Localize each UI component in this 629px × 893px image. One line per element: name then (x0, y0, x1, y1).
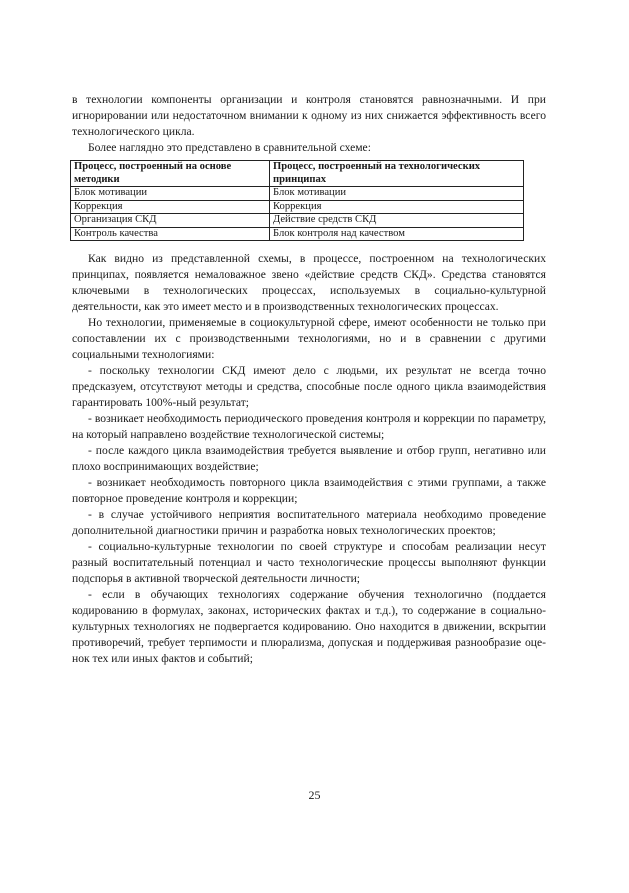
table-cell: Действие средств СКД (270, 214, 524, 228)
list-item: - социально-культурные технологии по своей структуре и способам реализации несут разный воспитательный потенциал и часто технологические процессы выполняют функции подспорья в активной творческой деятельности личности; (72, 540, 546, 585)
body-paragraph: Но технологии, применяемые в социокультурной сфере, имеют особенности не только при сопоставлении их с производственными технологиями, но и в сравнении с другими социальными технологиями: (72, 316, 546, 361)
list-item: - после каждого цикла взаимодействия требуется выявление и отбор групп, негативно или плохо воспринимающих воздействие; (72, 444, 546, 473)
table-header-cell: Процесс, построенный на основе методики (71, 161, 270, 187)
table-cell: Коррекция (71, 200, 270, 214)
comparison-table (70, 160, 524, 241)
table-cell: Блок мотивации (270, 187, 524, 201)
intro-paragraph-1: в технологии компоненты организации и контроля становятся равнозначными. И при игнорировании или недостаточном внимании к одному из них снижается эффективность всего технологического цикла. (72, 93, 546, 138)
table-header-row (71, 161, 524, 187)
table-row (71, 187, 524, 201)
table-row (71, 214, 524, 228)
table-header-cell: Процесс, построенный на технологических принципах (270, 161, 524, 187)
table-cell: Блок контроля над качеством (270, 227, 524, 241)
list-item: - в случае устойчивого неприятия воспитательного материала необходимо проведение дополнительной диагностики причин и разработка новых технологических проектов; (72, 508, 546, 537)
page-number: 25 (308, 788, 321, 802)
intro-paragraph-2: Более наглядно это представлено в сравнительной схеме: (88, 141, 371, 154)
list-item: - возникает необходимость периодического проведения контроля и коррекции по параметру, на который направлено воздействие технологической системы; (72, 412, 546, 441)
list-item: - поскольку технологии СКД имеют дело с людьми, их результат не всегда точно предсказуем, отсутствуют методы и средства, способные после одного цикла взаимодействия гарантировать 100%-ный результат; (72, 364, 546, 409)
page-content (72, 92, 546, 667)
body-paragraph: Как видно из представленной схемы, в процессе, построенном на технологических принципах, появляется немаловажное звено «действие средств СКД». Средства становятся ключевыми в технологических процессах, используемых в социально-культурной деятельности, как это имеет место и в производственных технологических процессах. (72, 252, 546, 313)
table-cell: Блок мотивации (71, 187, 270, 201)
list-item: - возникает необходимость повторного цикла взаимодействия с этими группами, а также повторное проведение контроля и коррекции; (72, 476, 546, 505)
table-row (71, 227, 524, 241)
table-row (71, 200, 524, 214)
table-cell: Контроль качества (71, 227, 270, 241)
table-cell: Организация СКД (71, 214, 270, 228)
list-item: - если в обучающих технологиях содержание обучения технологично (поддается кодированию в формулах, законах, исторических фактах и т.д.), то содержание в социально-культурных технологиях не подвергается кодированию. Оно находится в движении, вскрытии противоречий, требует терпимости и плюрализма, допуская и поддерживая разнообразие оценок тех или иных фактов и событий; (72, 588, 546, 665)
table-cell: Коррекция (270, 200, 524, 214)
